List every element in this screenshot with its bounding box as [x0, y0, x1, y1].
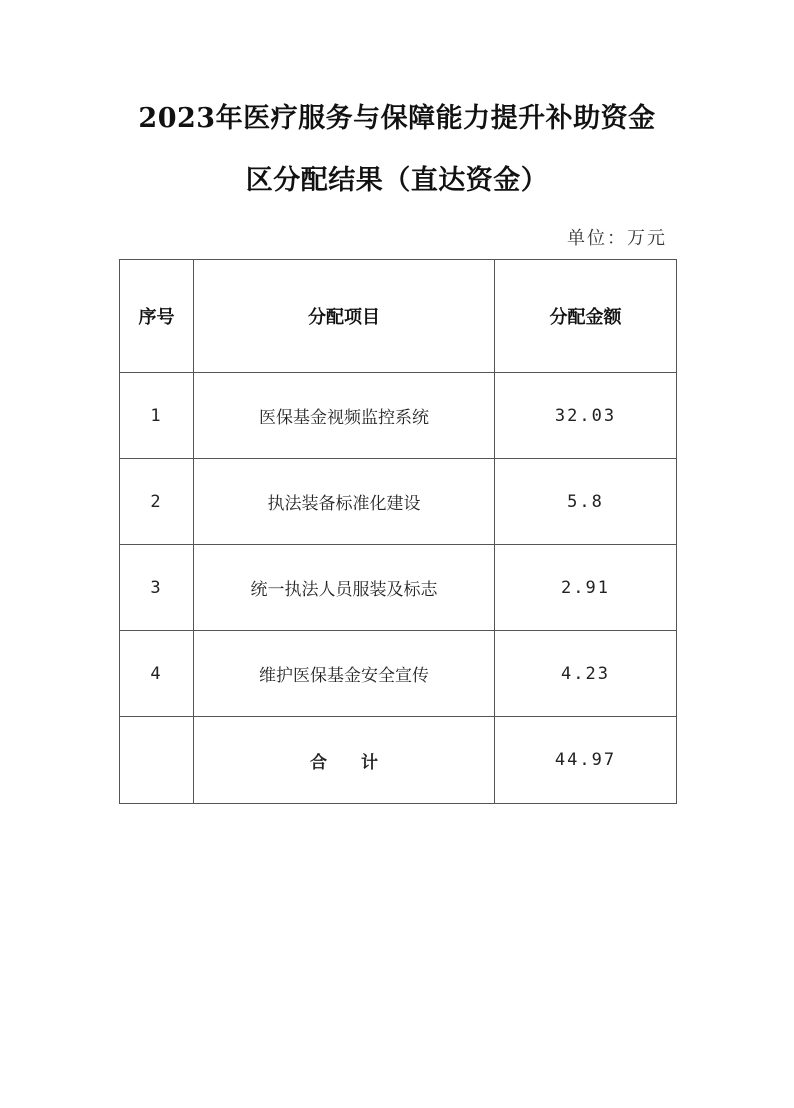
header-item: 分配项目 [194, 260, 495, 373]
row-amount: 32.03 [495, 373, 677, 459]
row-item: 执法装备标准化建设 [194, 459, 495, 545]
total-label: 合 计 [194, 717, 495, 804]
total-row [120, 717, 677, 804]
row-item: 统一执法人员服装及标志 [194, 545, 495, 631]
header-index: 序号 [120, 260, 194, 373]
document-title-line-2: 区分配结果（直达资金） [245, 165, 549, 196]
row-amount: 2.91 [495, 545, 677, 631]
total-index-empty [120, 717, 194, 804]
row-index: 2 [120, 459, 194, 545]
table-row [120, 631, 677, 717]
row-item: 维护医保基金安全宣传 [194, 631, 495, 717]
row-amount: 5.8 [495, 459, 677, 545]
row-index: 4 [120, 631, 194, 717]
table-header-row [120, 260, 677, 373]
row-amount: 4.23 [495, 631, 677, 717]
total-amount: 44.97 [495, 717, 677, 804]
row-item: 医保基金视频监控系统 [194, 373, 495, 459]
header-amount: 分配金额 [495, 260, 677, 373]
row-index: 3 [120, 545, 194, 631]
table-row [120, 373, 677, 459]
table-row [120, 459, 677, 545]
table-row [120, 545, 677, 631]
unit-label: 单位：万元 [567, 228, 667, 249]
document-title-line-1: 2023年医疗服务与保障能力提升补助资金 [138, 103, 656, 134]
allocation-table [119, 259, 677, 804]
row-index: 1 [120, 373, 194, 459]
